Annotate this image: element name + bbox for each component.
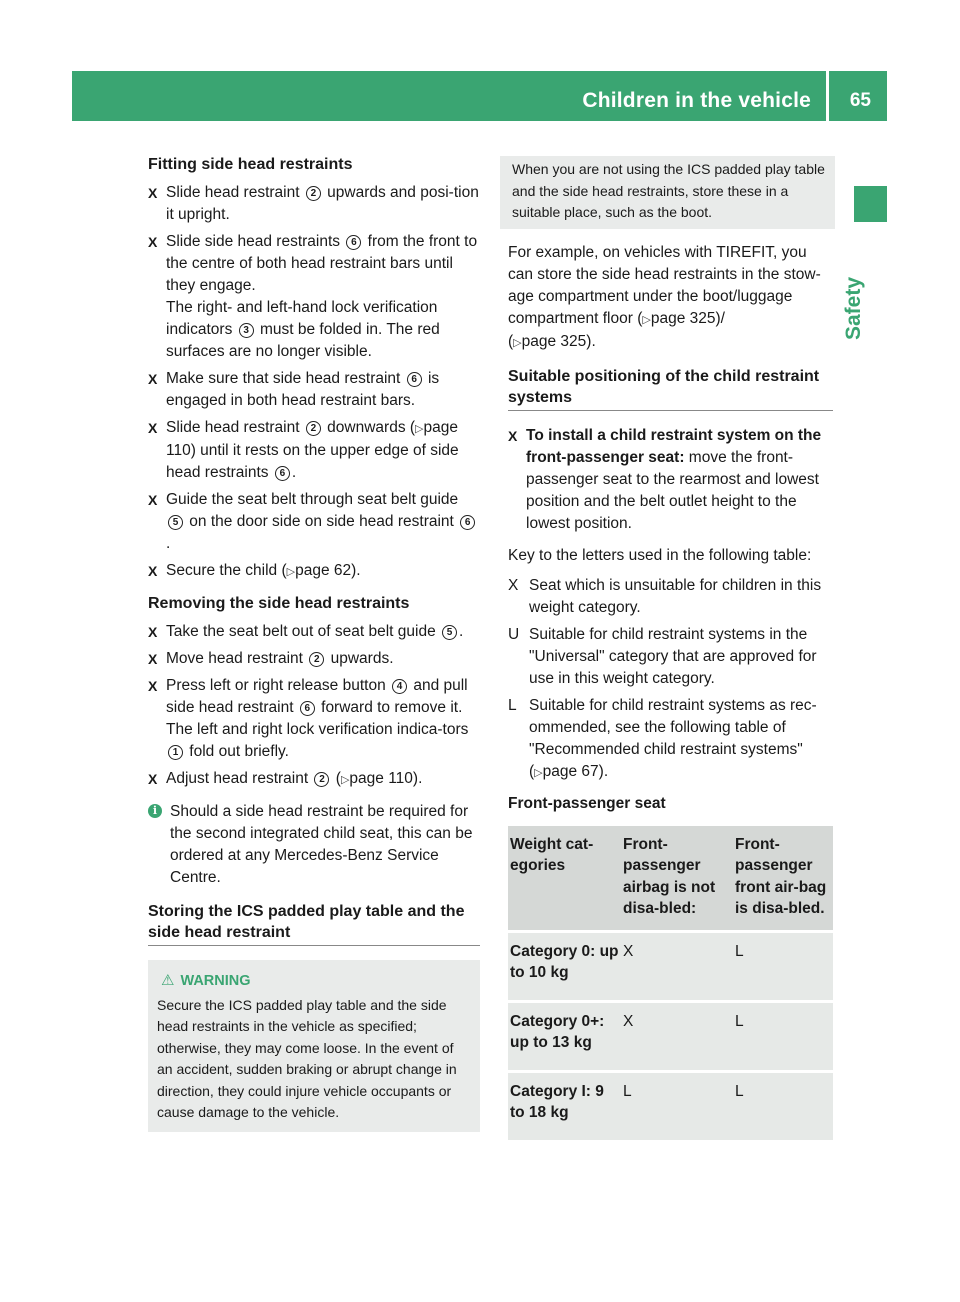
page-ref-triangle-icon: ▷: [415, 423, 424, 435]
table-cell: X: [621, 933, 733, 1000]
callout-number: 4: [392, 679, 407, 694]
step-arrow-icon: X: [148, 771, 158, 787]
storage-note-text: When you are not using the ICS padded play table and the side head restraints, store these in a suitable place, such as the boot.: [512, 161, 825, 220]
removing-step-2: X Move head restraint 2 upwards.: [148, 648, 480, 670]
page-header: [72, 71, 887, 121]
step-arrow-icon: X: [148, 420, 158, 436]
section-tab-marker: [854, 186, 887, 222]
header-divider: [826, 71, 829, 121]
step-arrow-icon: X: [508, 427, 518, 444]
page-reference-link[interactable]: page 325)/: [650, 309, 725, 327]
callout-number: 2: [314, 772, 329, 787]
table-cell: L: [621, 1073, 733, 1140]
info-icon: i: [148, 804, 162, 818]
page-ref-triangle-icon: ▷: [513, 336, 522, 349]
fitting-step-5: X Guide the seat belt through seat belt guide 5 on the door side on side head restraint 6.: [148, 489, 480, 555]
page-reference-link[interactable]: page 67).: [542, 762, 609, 780]
table-cell: Category 0: up to 10 kg: [508, 933, 621, 1000]
fitting-step-6: X Secure the child (▷page 62).: [148, 560, 480, 583]
removing-heading: Removing the side head restraints: [148, 595, 410, 612]
table-header-cell: Front-passenger airbag is not disa-bled:: [621, 826, 733, 930]
fitting-step-4: X Slide head restraint 2 downwards (▷page 110) until it rests on the upper edge of side head restraints 6 .: [148, 419, 459, 481]
table-row: [508, 1073, 833, 1140]
callout-number: 2: [306, 421, 321, 436]
page-number: 65: [849, 90, 871, 111]
callout-number: 6: [460, 515, 475, 530]
key-item-u: U Suitable for child restraint systems in the "Universal" category that are approved for use in this weight category.: [508, 625, 817, 687]
table-header-cell: Weight cat-egories: [508, 826, 621, 930]
table-cell: Category 0+: up to 13 kg: [508, 1003, 621, 1070]
positioning-heading: Suitable positioning of the child restraint systems: [508, 366, 833, 411]
table-cell: Category I: 9 to 18 kg: [508, 1073, 621, 1140]
callout-number: 6: [407, 372, 422, 387]
step-arrow-icon: X: [148, 624, 158, 640]
left-column: [148, 154, 480, 1132]
table-header-row: [508, 826, 833, 930]
warning-text: Secure the ICS padded play table and the side head restraints in the vehicle as specified; otherwise, they may come loose. In the event of an accident, sudden braking or abrupt change in direction, they could injure vehicle occupants or cause damage to the vehicle.: [157, 996, 457, 1120]
fitting-step-2: X Slide side head restraints 6 from the front to the centre of both head restraint bars until they engage. The right- and left-hand lock verification indicators 3 must be folded in. The red surfaces are no longer visible.: [148, 233, 478, 360]
warning-triangle-icon: ⚠: [161, 972, 175, 989]
table-caption: Front-passenger seat: [508, 794, 666, 812]
key-item-x: X Seat which is unsuitable for children in this weight category.: [508, 576, 822, 616]
info-note: [148, 801, 480, 889]
removing-step-4: X Adjust head restraint 2 (▷page 110).: [148, 768, 480, 791]
removing-step-3: X Press left or right release button 4 and pull side head restraint 6 forward to remove it. The left and right lock verification indica-tors 1 fold out briefly.: [148, 677, 469, 760]
callout-number: 6: [275, 466, 290, 481]
info-text: Should a side head restraint be required for the second integrated child seat, this can be ordered at any Mercedes-Benz Service Centre.: [170, 803, 473, 886]
table-cell: L: [733, 933, 833, 1000]
example-paragraph: For example, on vehicles with TIREFIT, you can store the side head restraints in the stow-age compartment under the boot/luggage compartment floor (▷page 325)/ (▷page 325).: [508, 243, 821, 350]
step-arrow-icon: X: [148, 563, 158, 579]
key-intro: Key to the letters used in the following table:: [508, 546, 812, 564]
step-arrow-icon: X: [148, 371, 158, 387]
callout-number: 2: [309, 652, 324, 667]
storing-heading: Storing the ICS padded play table and the side head restraint: [148, 901, 480, 946]
fitting-heading: Fitting side head restraints: [148, 156, 353, 173]
fitting-step-1: X Slide head restraint 2 upwards and posi-tion it upright.: [148, 184, 479, 223]
callout-number: 5: [168, 515, 183, 530]
page-reference-link[interactable]: page 325).: [521, 332, 596, 350]
step-arrow-icon: X: [148, 651, 158, 667]
page-ref-triangle-icon: ▷: [534, 766, 543, 779]
table-cell: L: [733, 1003, 833, 1070]
table-header-cell: Front-passenger front air-bag is disa-bled.: [733, 826, 833, 930]
step-arrow-icon: X: [148, 185, 158, 201]
table-row: [508, 933, 833, 1000]
table-cell: X: [621, 1003, 733, 1070]
callout-number: 1: [168, 745, 183, 760]
page-ref-triangle-icon: ▷: [642, 313, 651, 326]
table-row: [508, 1003, 833, 1070]
callout-number: 6: [346, 235, 361, 250]
removing-step-1: X Take the seat belt out of seat belt guide 5 .: [148, 621, 480, 643]
step-arrow-icon: X: [148, 678, 158, 694]
page-reference-link[interactable]: page 110).: [349, 770, 423, 787]
storage-note-box: [500, 156, 835, 229]
page-ref-triangle-icon: ▷: [286, 566, 296, 578]
callout-number: 3: [239, 323, 254, 338]
key-item-l: L Suitable for child restraint systems as rec-ommended, see the following table of "Recommended child restraint systems" (▷page 67).: [508, 696, 817, 780]
callout-number: 6: [300, 701, 315, 716]
right-column: [508, 156, 833, 1143]
callout-number: 5: [442, 625, 457, 640]
install-step: X To install a child restraint system on the front-passenger seat: move the front-passenger seat to the rearmost and lowest position and the belt outlet height to the lowest position.: [508, 426, 822, 532]
step-arrow-icon: X: [148, 492, 158, 508]
section-tab-label: Safety: [842, 276, 865, 340]
warning-box: [148, 960, 480, 1132]
step-arrow-icon: X: [148, 234, 158, 250]
warning-title: WARNING: [180, 973, 251, 989]
table-cell: L: [733, 1073, 833, 1140]
page-reference-link[interactable]: page 110) until it rests on the upper edge of side head restraints: [166, 419, 459, 481]
callout-number: 2: [306, 186, 321, 201]
page-ref-triangle-icon: ▷: [340, 774, 350, 786]
seat-suitability-table: [508, 823, 833, 1143]
fitting-step-3: X Make sure that side head restraint 6 is engaged in both head restraint bars.: [148, 370, 440, 409]
page-reference-link[interactable]: page 62).: [295, 562, 361, 579]
chapter-title: Children in the vehicle: [582, 89, 811, 112]
